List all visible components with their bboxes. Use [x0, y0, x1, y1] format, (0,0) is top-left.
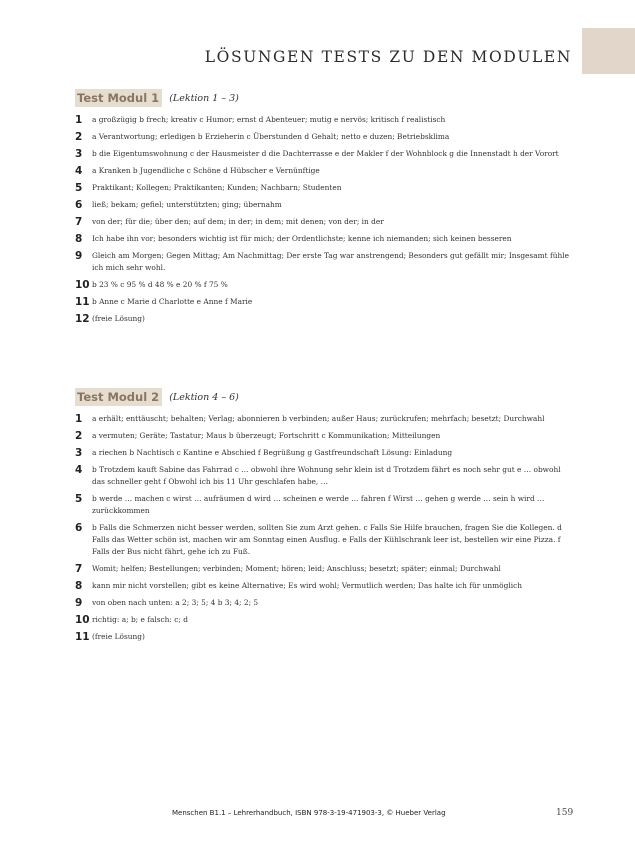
- answer-item: [75, 114, 575, 126]
- answer-item: [75, 279, 575, 291]
- module-lesson-range: (Lektion 1 – 3): [169, 92, 239, 104]
- test-module-2: [75, 388, 575, 648]
- answer-item: [75, 182, 575, 194]
- answer-item: [75, 631, 575, 643]
- item-number: 1: [75, 413, 83, 425]
- answer-item: [75, 447, 575, 459]
- item-number: 2: [75, 430, 83, 442]
- item-answer-text: von oben nach unten: a 2; 3; 5; 4 b 3; 4; 2; 5: [92, 598, 259, 607]
- item-answer-text: b die Eigentumswohnung c der Hausmeister d die Dachterrasse e der Makler f der Wohnblock g die Innenstadt h der Vorort: [92, 149, 559, 158]
- item-answer-text: von der; für die; über den; auf dem; in der; in dem; mit denen; von der; in der: [92, 217, 384, 226]
- answer-item: [75, 597, 575, 609]
- item-number: 9: [75, 250, 83, 262]
- answer-item: [75, 233, 575, 245]
- answer-item: [75, 522, 575, 558]
- item-answer-text: b 23 % c 95 % d 48 % e 20 % f 75 %: [92, 280, 228, 289]
- item-number: 5: [75, 182, 83, 194]
- module-label: Test Modul 2: [75, 388, 162, 406]
- item-answer-text: b Falls die Schmerzen nicht besser werden, sollten Sie zum Arzt gehen. c Falls Sie Hilfe brauchen, fragen Sie die Kollegen. d Falls das Wetter schön ist, machen wir am Sonntag einen Ausflug. e Falls der Kühlschrank leer ist, bestellen wir eine Pizza. f Falls der Bus nicht fährt, gehe ich zu Fuß.: [92, 523, 562, 556]
- item-number: 9: [75, 597, 83, 609]
- item-number: 6: [75, 199, 83, 211]
- answer-item: [75, 148, 575, 160]
- item-answer-text: a großzügig b frech; kreativ c Humor; ernst d Abenteuer; mutig e nervös; kritisch f realistisch: [92, 115, 446, 124]
- page-title: LÖSUNGEN TESTS ZU DEN MODULEN: [204, 48, 572, 66]
- item-number: 2: [75, 131, 83, 143]
- item-number: 8: [75, 233, 83, 245]
- item-number: 4: [75, 464, 83, 476]
- answer-item: [75, 614, 575, 626]
- item-answer-text: ließ; bekam; gefiel; unterstützten; ging; übernahm: [92, 200, 282, 209]
- item-answer-text: Ich habe ihn vor; besonders wichtig ist für mich; der Ordentlichste; kenne ich niemanden; sich keinen besseren: [92, 234, 512, 243]
- module-lesson-range: (Lektion 4 – 6): [169, 391, 239, 403]
- item-number: 5: [75, 493, 83, 505]
- item-answer-text: (freie Lösung): [92, 314, 145, 323]
- item-number: 1: [75, 114, 83, 126]
- answer-item: [75, 430, 575, 442]
- item-answer-text: b werde … machen c wirst … aufräumen d wird … scheinen e werde … fahren f Wirst … gehen g werde … sein h wird … zurückkommen: [92, 494, 545, 515]
- page-number: 159: [556, 808, 574, 818]
- item-number: 7: [75, 563, 83, 575]
- item-answer-text: richtig: a; b; e falsch: c; d: [92, 615, 188, 624]
- answer-item: [75, 131, 575, 143]
- item-answer-text: Gleich am Morgen; Gegen Mittag; Am Nachmittag; Der erste Tag war anstrengend; Besonders gut gefällt mir; Insgesamt fühle ich mich sehr wohl.: [92, 251, 569, 272]
- answer-item: [75, 165, 575, 177]
- item-answer-text: a Kranken b Jugendliche c Schöne d Hübscher e Vernünftige: [92, 166, 320, 175]
- answer-item: [75, 296, 575, 308]
- item-answer-text: kann mir nicht vorstellen; gibt es keine Alternative; Es wird wohl; Vermutlich werden; Das halte ich für unmöglich: [92, 581, 522, 590]
- module-label: Test Modul 1: [75, 89, 162, 107]
- test-module-1: [75, 89, 575, 330]
- item-number: 10: [75, 279, 90, 291]
- corner-accent-tab: [582, 28, 635, 74]
- item-number: 3: [75, 148, 83, 160]
- answer-item: [75, 580, 575, 592]
- answer-item: [75, 493, 575, 517]
- footer-credit: Menschen B1.1 – Lehrerhandbuch, ISBN 978-3-19-471903-3, © Hueber Verlag: [172, 809, 446, 817]
- item-answer-text: a riechen b Nachtisch c Kantine e Abschied f Begrüßung g Gastfreundschaft Lösung: Einladung: [92, 448, 453, 457]
- module-header: [75, 388, 575, 406]
- answer-list: [75, 413, 575, 643]
- item-answer-text: a vermuten; Geräte; Tastatur; Maus b überzeugt; Fortschritt c Kommunikation; Mitteilungen: [92, 431, 441, 440]
- item-number: 11: [75, 296, 90, 308]
- answer-item: [75, 464, 575, 488]
- answer-item: [75, 199, 575, 211]
- module-header: [75, 89, 575, 107]
- answer-item: [75, 313, 575, 325]
- item-number: 12: [75, 313, 90, 325]
- item-number: 7: [75, 216, 83, 228]
- answer-item: [75, 250, 575, 274]
- answer-list: [75, 114, 575, 325]
- item-answer-text: Praktikant; Kollegen; Praktikanten; Kunden; Nachbarn; Studenten: [92, 183, 342, 192]
- item-answer-text: b Anne c Marie d Charlotte e Anne f Marie: [92, 297, 253, 306]
- item-number: 3: [75, 447, 83, 459]
- item-number: 6: [75, 522, 83, 534]
- item-answer-text: (freie Lösung): [92, 632, 145, 641]
- item-answer-text: Womit; helfen; Bestellungen; verbinden; Moment; hören; leid; Anschluss; besetzt; später; einmal; Durchwahl: [92, 564, 501, 573]
- answer-item: [75, 216, 575, 228]
- item-answer-text: b Trotzdem kauft Sabine das Fahrrad c … obwohl ihre Wohnung sehr klein ist d Trotzdem fährt es noch sehr gut e … obwohl das schneller geht f Obwohl ich bis 11 Uhr geschlafen habe, …: [92, 465, 561, 486]
- item-number: 8: [75, 580, 83, 592]
- item-number: 10: [75, 614, 90, 626]
- answer-item: [75, 563, 575, 575]
- item-number: 4: [75, 165, 83, 177]
- item-answer-text: a Verantwortung; erledigen b Erzieherin c Überstunden d Gehalt; netto e duzen; Betriebsklima: [92, 132, 450, 141]
- answer-item: [75, 413, 575, 425]
- item-number: 11: [75, 631, 90, 643]
- item-answer-text: a erhält; enttäuscht; behalten; Verlag; abonnieren b verbinden; außer Haus; zurückrufen; mehrfach; besetzt; Durchwahl: [92, 414, 545, 423]
